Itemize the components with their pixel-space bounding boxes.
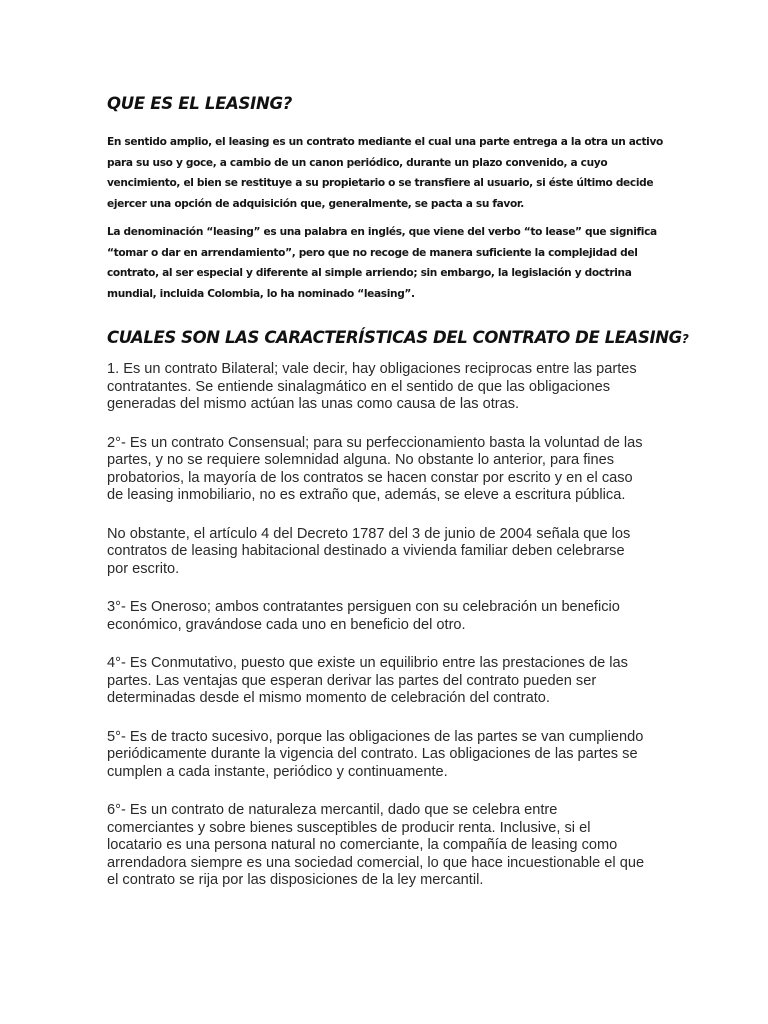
list-item-mercantil: 6°- Es un contrato de naturaleza mercantil, dado que se celebra entre comerciantes y sobre bienes susceptibles de producir renta. Inclusive, si el locatario es una persona natural no comerciante, la compañía de leasing como arrendadora siempre es una sociedad comercial, lo que hace incuestionable el que el contrato se rija por las disposiciones de la ley mercantil. — [107, 802, 645, 888]
paragraph-definition: En sentido amplio, el leasing es un contrato mediante el cual una parte entrega a la otra un activo para su uso y goce, a cambio de un canon periódico, durante un plazo convenido, a cuyo vencimiento, el bien se restituye a su propietario o se transfiere al usuario, si éste último decide ejercer una opción de adquisición que, generalmente, se pacta a su favor. — [107, 136, 663, 210]
paragraph-denomination: La denominación “leasing” es una palabra en inglés, que viene del verbo “to lease” que significa “tomar o dar en arrendamiento”, pero que no recoge de manera suficiente la complejidad del contrato, al ser especial y diferente al simple arriendo; sin embargo, la legislación y doctrina mundial, incluida Colombia, lo ha nominado “leasing”. — [107, 226, 657, 300]
list-item-tracto-sucesivo: 5°- Es de tracto sucesivo, porque las obligaciones de las partes se van cumpliendo periódicamente durante la vigencia del contrato. Las obligaciones de las partes se cumplen a cada instante, periódico y continuamente. — [107, 728, 644, 780]
section-heading-que-es-leasing: QUE ES EL LEASING? — [107, 94, 292, 113]
section-heading-question-mark: ? — [681, 332, 689, 346]
document-page — [107, 92, 689, 911]
list-item-bilateral: 1. Es un contrato Bilateral; vale decir, hay obligaciones reciprocas entre las partes contratantes. Se entiende sinalagmático en el sentido de que las obligaciones generadas del mismo actúan las unas como causa de las otras. — [107, 361, 637, 412]
list-item-consensual: 2°- Es un contrato Consensual; para su perfeccionamiento basta la voluntad de las partes, y no se requiere solemnidad alguna. No obstante lo anterior, para fines probatorios, la mayoría de los contratos se hacen constar por escrito y en el caso de leasing inmobiliario, no es extraño que, además, se eleve a escritura pública. — [107, 434, 643, 503]
characteristics-list — [107, 361, 667, 890]
section-1-body — [107, 132, 667, 304]
list-item-conmutativo: 4°- Es Conmutativo, puesto que existe un equilibrio entre las prestaciones de las partes. Las ventajas que esperan derivar las partes del contrato pueden ser determinadas desde el mismo momento de celebración del contrato. — [107, 655, 628, 706]
list-item-decreto-note: No obstante, el artículo 4 del Decreto 1787 del 3 de junio de 2004 señala que los contratos de leasing habitacional destinado a vivienda familiar deben celebrarse por escrito. — [107, 525, 631, 577]
list-item-oneroso: 3°- Es Oneroso; ambos contratantes persiguen con su celebración un beneficio económico, gravándose cada uno en beneficio del otro. — [107, 599, 620, 633]
section-heading-caracteristicas — [107, 326, 689, 351]
section-heading-caracteristicas-text: CUALES SON LAS CARACTERÍSTICAS DEL CONTRATO DE LEASING — [107, 328, 682, 347]
